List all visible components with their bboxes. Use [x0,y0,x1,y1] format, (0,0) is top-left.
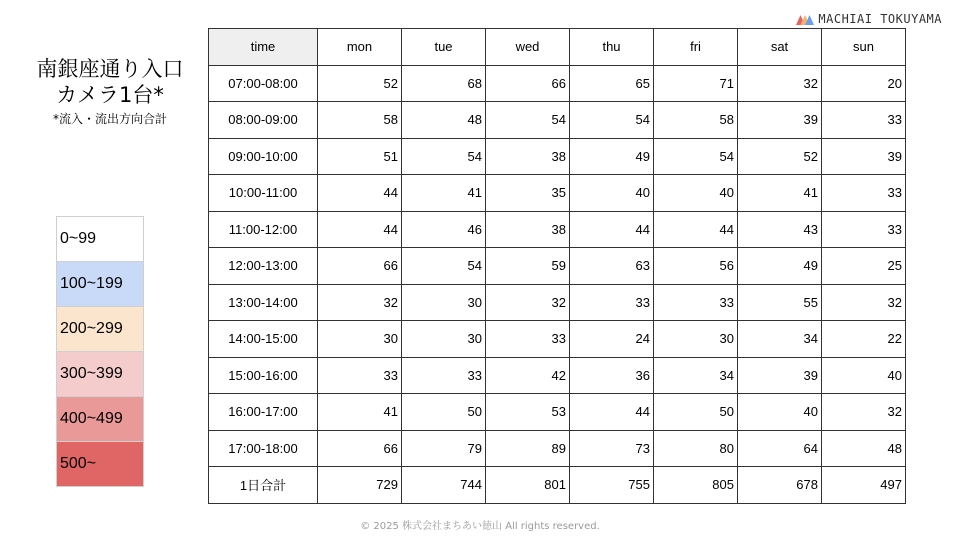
value-cell: 39 [738,102,822,139]
value-cell: 46 [402,211,486,248]
row-label-cell: 14:00-15:00 [209,321,318,358]
column-header-tue: tue [402,29,486,66]
value-cell: 58 [654,102,738,139]
table-row [209,65,906,102]
value-cell: 59 [486,248,570,285]
value-cell: 58 [318,102,402,139]
value-cell: 52 [318,65,402,102]
value-cell: 41 [402,175,486,212]
row-label-cell: 17:00-18:00 [209,430,318,467]
title-block [20,56,200,127]
value-cell: 801 [486,467,570,504]
value-cell: 66 [318,430,402,467]
value-cell: 63 [570,248,654,285]
value-cell: 54 [402,248,486,285]
value-cell: 68 [402,65,486,102]
logo-mark-icon [796,13,814,25]
color-legend [56,216,144,487]
value-cell: 64 [738,430,822,467]
value-cell: 33 [822,211,906,248]
column-header-sun: sun [822,29,906,66]
value-cell: 54 [570,102,654,139]
value-cell: 22 [822,321,906,358]
value-cell: 52 [738,138,822,175]
column-header-wed: wed [486,29,570,66]
legend-item: 200~299 [57,307,143,352]
row-label-cell: 1日合計 [209,467,318,504]
legend-item: 400~499 [57,397,143,442]
row-label-cell: 08:00-09:00 [209,102,318,139]
table-row [209,175,906,212]
value-cell: 80 [654,430,738,467]
column-header-time: time [209,29,318,66]
value-cell: 40 [654,175,738,212]
value-cell: 66 [486,65,570,102]
value-cell: 39 [738,357,822,394]
value-cell: 44 [570,211,654,248]
value-cell: 41 [738,175,822,212]
value-cell: 49 [738,248,822,285]
title-note: *流入・流出方向合計 [52,112,167,126]
value-cell: 33 [486,321,570,358]
value-cell: 44 [654,211,738,248]
value-cell: 32 [318,284,402,321]
column-header-sat: sat [738,29,822,66]
value-cell: 32 [822,394,906,431]
value-cell: 38 [486,138,570,175]
row-label-cell: 15:00-16:00 [209,357,318,394]
page-title: 南銀座通り入口 [36,57,184,81]
value-cell: 30 [318,321,402,358]
value-cell: 44 [318,175,402,212]
value-cell: 53 [486,394,570,431]
value-cell: 43 [738,211,822,248]
value-cell: 678 [738,467,822,504]
value-cell: 54 [486,102,570,139]
legend-item: 300~399 [57,352,143,397]
row-label-cell: 09:00-10:00 [209,138,318,175]
value-cell: 32 [486,284,570,321]
value-cell: 71 [654,65,738,102]
page-subtitle: カメラ1台* [56,83,164,107]
value-cell: 20 [822,65,906,102]
value-cell: 56 [654,248,738,285]
value-cell: 48 [822,430,906,467]
value-cell: 36 [570,357,654,394]
legend-item: 100~199 [57,262,143,307]
value-cell: 40 [822,357,906,394]
value-cell: 33 [402,357,486,394]
table-row [209,102,906,139]
value-cell: 41 [318,394,402,431]
row-label-cell: 16:00-17:00 [209,394,318,431]
legend-item: 0~99 [57,217,143,262]
row-label-cell: 13:00-14:00 [209,284,318,321]
value-cell: 729 [318,467,402,504]
value-cell: 54 [654,138,738,175]
traffic-table [208,28,906,504]
value-cell: 79 [402,430,486,467]
table-row [209,430,906,467]
column-header-mon: mon [318,29,402,66]
value-cell: 48 [402,102,486,139]
value-cell: 73 [570,430,654,467]
total-row [209,467,906,504]
value-cell: 65 [570,65,654,102]
value-cell: 38 [486,211,570,248]
column-header-fri: fri [654,29,738,66]
value-cell: 39 [822,138,906,175]
value-cell: 54 [402,138,486,175]
table-row [209,394,906,431]
value-cell: 40 [738,394,822,431]
column-header-thu: thu [570,29,654,66]
value-cell: 49 [570,138,654,175]
value-cell: 30 [402,321,486,358]
value-cell: 50 [402,394,486,431]
value-cell: 51 [318,138,402,175]
value-cell: 497 [822,467,906,504]
value-cell: 30 [654,321,738,358]
value-cell: 32 [738,65,822,102]
value-cell: 89 [486,430,570,467]
value-cell: 35 [486,175,570,212]
company-logo [796,12,942,26]
row-label-cell: 12:00-13:00 [209,248,318,285]
row-label-cell: 10:00-11:00 [209,175,318,212]
value-cell: 24 [570,321,654,358]
value-cell: 805 [654,467,738,504]
table-row [209,284,906,321]
table-header-row [209,29,906,66]
value-cell: 32 [822,284,906,321]
table-row [209,357,906,394]
value-cell: 55 [738,284,822,321]
value-cell: 33 [570,284,654,321]
value-cell: 755 [570,467,654,504]
value-cell: 30 [402,284,486,321]
value-cell: 33 [318,357,402,394]
table-row [209,321,906,358]
value-cell: 33 [654,284,738,321]
table-row [209,138,906,175]
table-row [209,248,906,285]
row-label-cell: 07:00-08:00 [209,65,318,102]
value-cell: 33 [822,102,906,139]
value-cell: 44 [318,211,402,248]
value-cell: 34 [654,357,738,394]
row-label-cell: 11:00-12:00 [209,211,318,248]
value-cell: 34 [738,321,822,358]
legend-item: 500~ [57,442,143,487]
value-cell: 44 [570,394,654,431]
value-cell: 66 [318,248,402,285]
value-cell: 50 [654,394,738,431]
value-cell: 744 [402,467,486,504]
value-cell: 25 [822,248,906,285]
value-cell: 33 [822,175,906,212]
value-cell: 40 [570,175,654,212]
logo-text: MACHIAI TOKUYAMA [818,12,942,26]
value-cell: 42 [486,357,570,394]
table-row [209,211,906,248]
copyright-footer: © 2025 株式会社まちあい徳山 All rights reserved. [360,521,600,532]
